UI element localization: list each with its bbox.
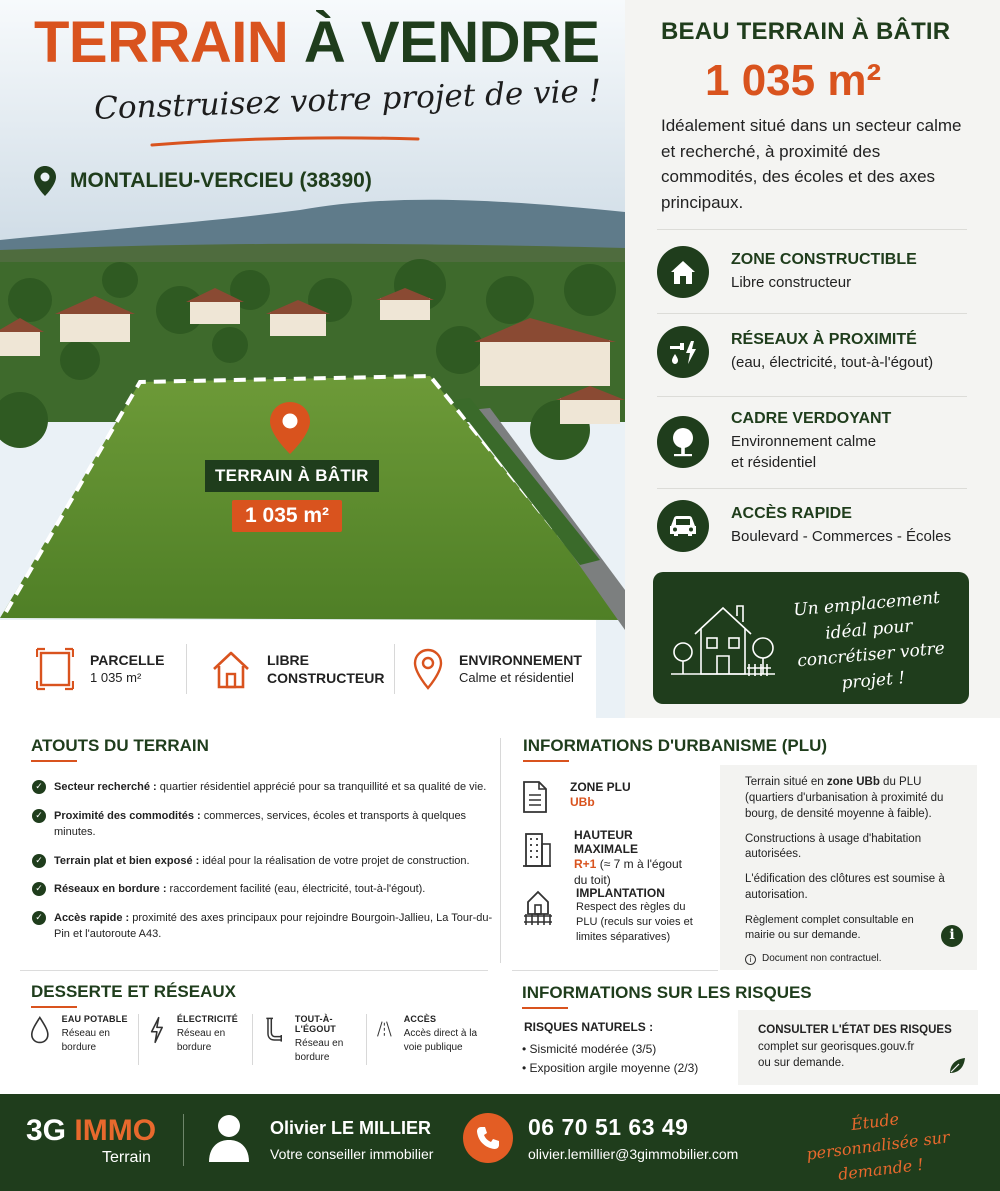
plu-info-box xyxy=(720,765,977,970)
document-icon xyxy=(522,780,548,814)
feature-zone-label: ZONE CONSTRUCTIBLE xyxy=(731,251,917,268)
right-description: Idéalement situé dans un secteur calme et recherché, à proximité des commodités, des écoles et des axes principaux. xyxy=(661,116,962,212)
atout-bold: Accès rapide : xyxy=(54,911,130,924)
desserte-electricity xyxy=(138,1014,252,1065)
plot-tag: TERRAIN À BÂTIR xyxy=(205,460,379,492)
phone-number[interactable]: 06 70 51 63 49 xyxy=(528,1114,689,1140)
desserte-water-sub: Réseau en bordure xyxy=(61,1028,110,1053)
plu-title: INFORMATIONS D'URBANISME (PLU) xyxy=(523,736,828,755)
risques-title-underline xyxy=(522,1007,568,1009)
atout-text: quartier résidentiel apprécié pour sa tranquillité et sa qualité de vie. xyxy=(156,781,487,793)
tagline-underline xyxy=(150,133,420,149)
feature-access-label: ACCÈS RAPIDE xyxy=(731,505,852,522)
agent-name: Olivier LE MILLIER xyxy=(270,1118,432,1138)
plu-box-p1 xyxy=(745,775,963,823)
section-divider xyxy=(512,970,718,971)
fact-parcel-value: 1 035 m² xyxy=(90,669,142,685)
fact-parcel-label: PARCELLE xyxy=(90,652,165,669)
pipe-icon xyxy=(263,1014,283,1046)
plu-zone-label: ZONE PLU xyxy=(570,780,631,794)
desserte-water xyxy=(24,1014,138,1065)
check-icon: ✓ xyxy=(32,809,46,823)
desserte-electricity-sub: Réseau en bordure xyxy=(176,1028,226,1053)
desserte-water-label: EAU POTABLE xyxy=(61,1014,128,1024)
house-sketch-icon xyxy=(667,594,779,682)
risques-subtitle: RISQUES NATURELS : xyxy=(524,1020,654,1034)
tree-icon xyxy=(657,416,709,468)
divider xyxy=(657,229,967,230)
leaf-icon xyxy=(948,1057,966,1075)
right-title: BEAU TERRAIN À BÂTIR xyxy=(661,18,951,45)
desserte-title-underline xyxy=(31,1006,77,1008)
fact-builder-label2: CONSTRUCTEUR xyxy=(267,670,385,686)
promo-box xyxy=(653,572,969,704)
check-icon: ✓ xyxy=(32,911,46,925)
plu-box-p1-pre: Terrain situé en xyxy=(745,776,827,788)
atout-text: raccordement facilité (eau, électricité, tout-à-l'égout). xyxy=(166,883,426,895)
desserte-title: DESSERTE ET RÉSEAUX xyxy=(31,982,236,1001)
right-panel xyxy=(625,0,1000,718)
footer xyxy=(0,1094,1000,1191)
utilities-icon xyxy=(657,326,709,378)
house-icon xyxy=(657,246,709,298)
car-icon xyxy=(657,500,709,552)
agent-role: Votre conseiller immobilier xyxy=(270,1146,434,1162)
footer-divider xyxy=(183,1114,184,1166)
fact-environment-value: Calme et résidentiel xyxy=(459,669,574,685)
list-item xyxy=(32,853,494,870)
column-divider xyxy=(500,738,501,963)
list-item xyxy=(32,779,494,796)
lightning-icon xyxy=(149,1014,165,1046)
fact-environment-label: ENVIRONNEMENT xyxy=(459,652,582,669)
parcel-icon xyxy=(36,647,74,691)
building-icon xyxy=(522,828,552,868)
list-item xyxy=(32,881,494,898)
list-item: • Sismicité modérée (3/5) xyxy=(522,1042,657,1056)
location-row xyxy=(34,166,372,196)
risques-box-text: complet sur georisques.gouv.fr ou sur demande. xyxy=(758,1040,915,1070)
desserte-row xyxy=(24,1014,480,1065)
feature-green-sub: Environnement calme xyxy=(731,433,877,450)
hero-section xyxy=(0,0,625,718)
feature-green xyxy=(657,410,965,473)
feature-green-sub2: et résidentiel xyxy=(731,454,817,471)
title-part2: À VENDRE xyxy=(303,10,600,75)
check-icon: ✓ xyxy=(32,854,46,868)
key-facts-strip xyxy=(0,620,596,718)
plu-box-p4: Règlement complet consultable en mairie ou sur demande. xyxy=(745,914,914,942)
desserte-sewer-sub: Réseau en bordure xyxy=(294,1038,344,1063)
brand-logo xyxy=(26,1114,156,1148)
feature-zone xyxy=(657,246,965,298)
brand-part2: IMMO xyxy=(74,1114,157,1147)
risques-box-label: CONSULTER L'ÉTAT DES RISQUES xyxy=(758,1024,952,1036)
house-fence-icon xyxy=(522,886,554,926)
list-item xyxy=(32,910,494,943)
desserte-sewer-label: TOUT-À-L'ÉGOUT xyxy=(294,1014,336,1034)
brand-subtitle: Terrain xyxy=(102,1149,151,1166)
road-icon xyxy=(377,1014,392,1044)
title-part1: TERRAIN xyxy=(34,10,289,75)
section-divider xyxy=(20,970,488,971)
house-icon xyxy=(211,649,251,689)
desserte-access xyxy=(366,1014,480,1065)
feature-access-sub: Boulevard - Commerces - Écoles xyxy=(731,528,952,545)
divider xyxy=(657,313,967,314)
map-pin-icon xyxy=(270,402,310,454)
user-icon xyxy=(208,1114,250,1162)
plu-box-p1-post: du PLU (quartiers d'urbanisation à proximité du bourg, de densité moyenne à faible). xyxy=(745,776,944,820)
plot-area-badge: 1 035 m² xyxy=(232,500,342,532)
location-text: MONTALIEU-VERCIEU (38390) xyxy=(70,169,372,192)
atout-text: proximité des axes principaux pour rejoindre Bourgoin-Jallieu, La Tour-du-Pin et l'autoroute A43. xyxy=(54,911,493,940)
atout-bold: Secteur recherché : xyxy=(54,781,157,793)
list-item xyxy=(32,808,494,841)
plu-box-p3: L'édification des clôtures est soumise à autorisation. xyxy=(745,873,945,902)
plu-zone xyxy=(522,780,631,814)
info-circle-icon: i xyxy=(745,954,756,965)
fact-environment xyxy=(394,644,594,694)
plu-box-p1-bold: zone UBb xyxy=(826,776,880,788)
list-item: • Exposition argile moyenne (2/3) xyxy=(522,1060,699,1075)
footer-tagline: Étude personnalisée sur demande ! xyxy=(805,1109,951,1184)
fact-builder-label: LIBRE xyxy=(267,651,309,668)
risques-box xyxy=(738,1010,978,1085)
plu-implantation xyxy=(522,886,694,945)
feature-networks xyxy=(657,326,965,378)
check-icon: ✓ xyxy=(32,882,46,896)
right-area: 1 035 m² xyxy=(705,56,882,105)
email-link[interactable]: olivier.lemillier@3gimmobilier.com xyxy=(528,1146,739,1162)
page-title xyxy=(34,10,600,75)
desserte-electricity-label: ÉLECTRICITÉ xyxy=(176,1014,239,1024)
check-icon: ✓ xyxy=(32,780,46,794)
feature-access xyxy=(657,500,965,552)
desserte-access-sub: Accès direct à la voie publique xyxy=(403,1028,478,1053)
fact-parcel xyxy=(0,644,186,694)
plu-box-p2: Constructions à usage d'habitation autorisées. xyxy=(745,832,922,861)
risques-title: INFORMATIONS SUR LES RISQUES xyxy=(522,983,812,1002)
info-icon[interactable]: i xyxy=(941,925,963,947)
feature-green-label: CADRE VERDOYANT xyxy=(731,410,892,427)
divider xyxy=(657,488,967,489)
desserte-access-label: ACCÈS xyxy=(403,1014,437,1024)
feature-zone-sub: Libre constructeur xyxy=(731,274,852,291)
plu-title-underline xyxy=(523,760,569,762)
desserte-sewer xyxy=(252,1014,366,1065)
pin-icon xyxy=(413,648,443,690)
plu-zone-value: UBb xyxy=(570,795,595,809)
plu-implantation-value: Respect des règles du PLU (reculs sur voies et limites séparatives) xyxy=(576,901,693,943)
plu-height xyxy=(522,828,698,888)
plu-box-note-text: Document non contractuel. xyxy=(762,953,882,965)
atout-bold: Proximité des commodités : xyxy=(54,809,201,822)
phone-icon[interactable] xyxy=(463,1113,513,1163)
atout-text: idéal pour la réalisation de votre projet de construction. xyxy=(199,854,470,867)
promo-text: Un emplacement idéal pour concrétiser votre projet ! xyxy=(792,587,946,694)
feature-networks-sub: (eau, électricité, tout-à-l'égout) xyxy=(731,354,934,371)
atouts-title-underline xyxy=(31,760,77,762)
water-drop-icon xyxy=(30,1014,50,1046)
plu-box-note xyxy=(745,952,963,966)
atouts-list xyxy=(32,779,494,955)
feature-networks-label: RÉSEAUX À PROXIMITÉ xyxy=(731,331,917,348)
plu-height-label: HAUTEUR MAXIMALE xyxy=(574,828,638,856)
tagline: Construisez votre projet de vie ! xyxy=(93,73,602,127)
atouts-title: ATOUTS DU TERRAIN xyxy=(31,736,209,755)
atout-text: commerces, services, écoles et transports à quelques minutes. xyxy=(54,809,467,838)
plu-height-value: (≈ 7 m à l'égout du toit) xyxy=(574,857,682,888)
atout-bold: Réseaux en bordure : xyxy=(54,883,167,895)
divider xyxy=(657,396,967,397)
fact-builder xyxy=(186,644,394,694)
risques-list xyxy=(522,1040,698,1077)
plu-implantation-label: IMPLANTATION xyxy=(576,886,665,900)
location-pin-icon xyxy=(34,166,56,196)
atout-bold: Terrain plat et bien exposé : xyxy=(54,854,200,867)
brand-part1: 3G xyxy=(26,1114,67,1147)
plu-height-accent: R+1 xyxy=(574,857,597,871)
